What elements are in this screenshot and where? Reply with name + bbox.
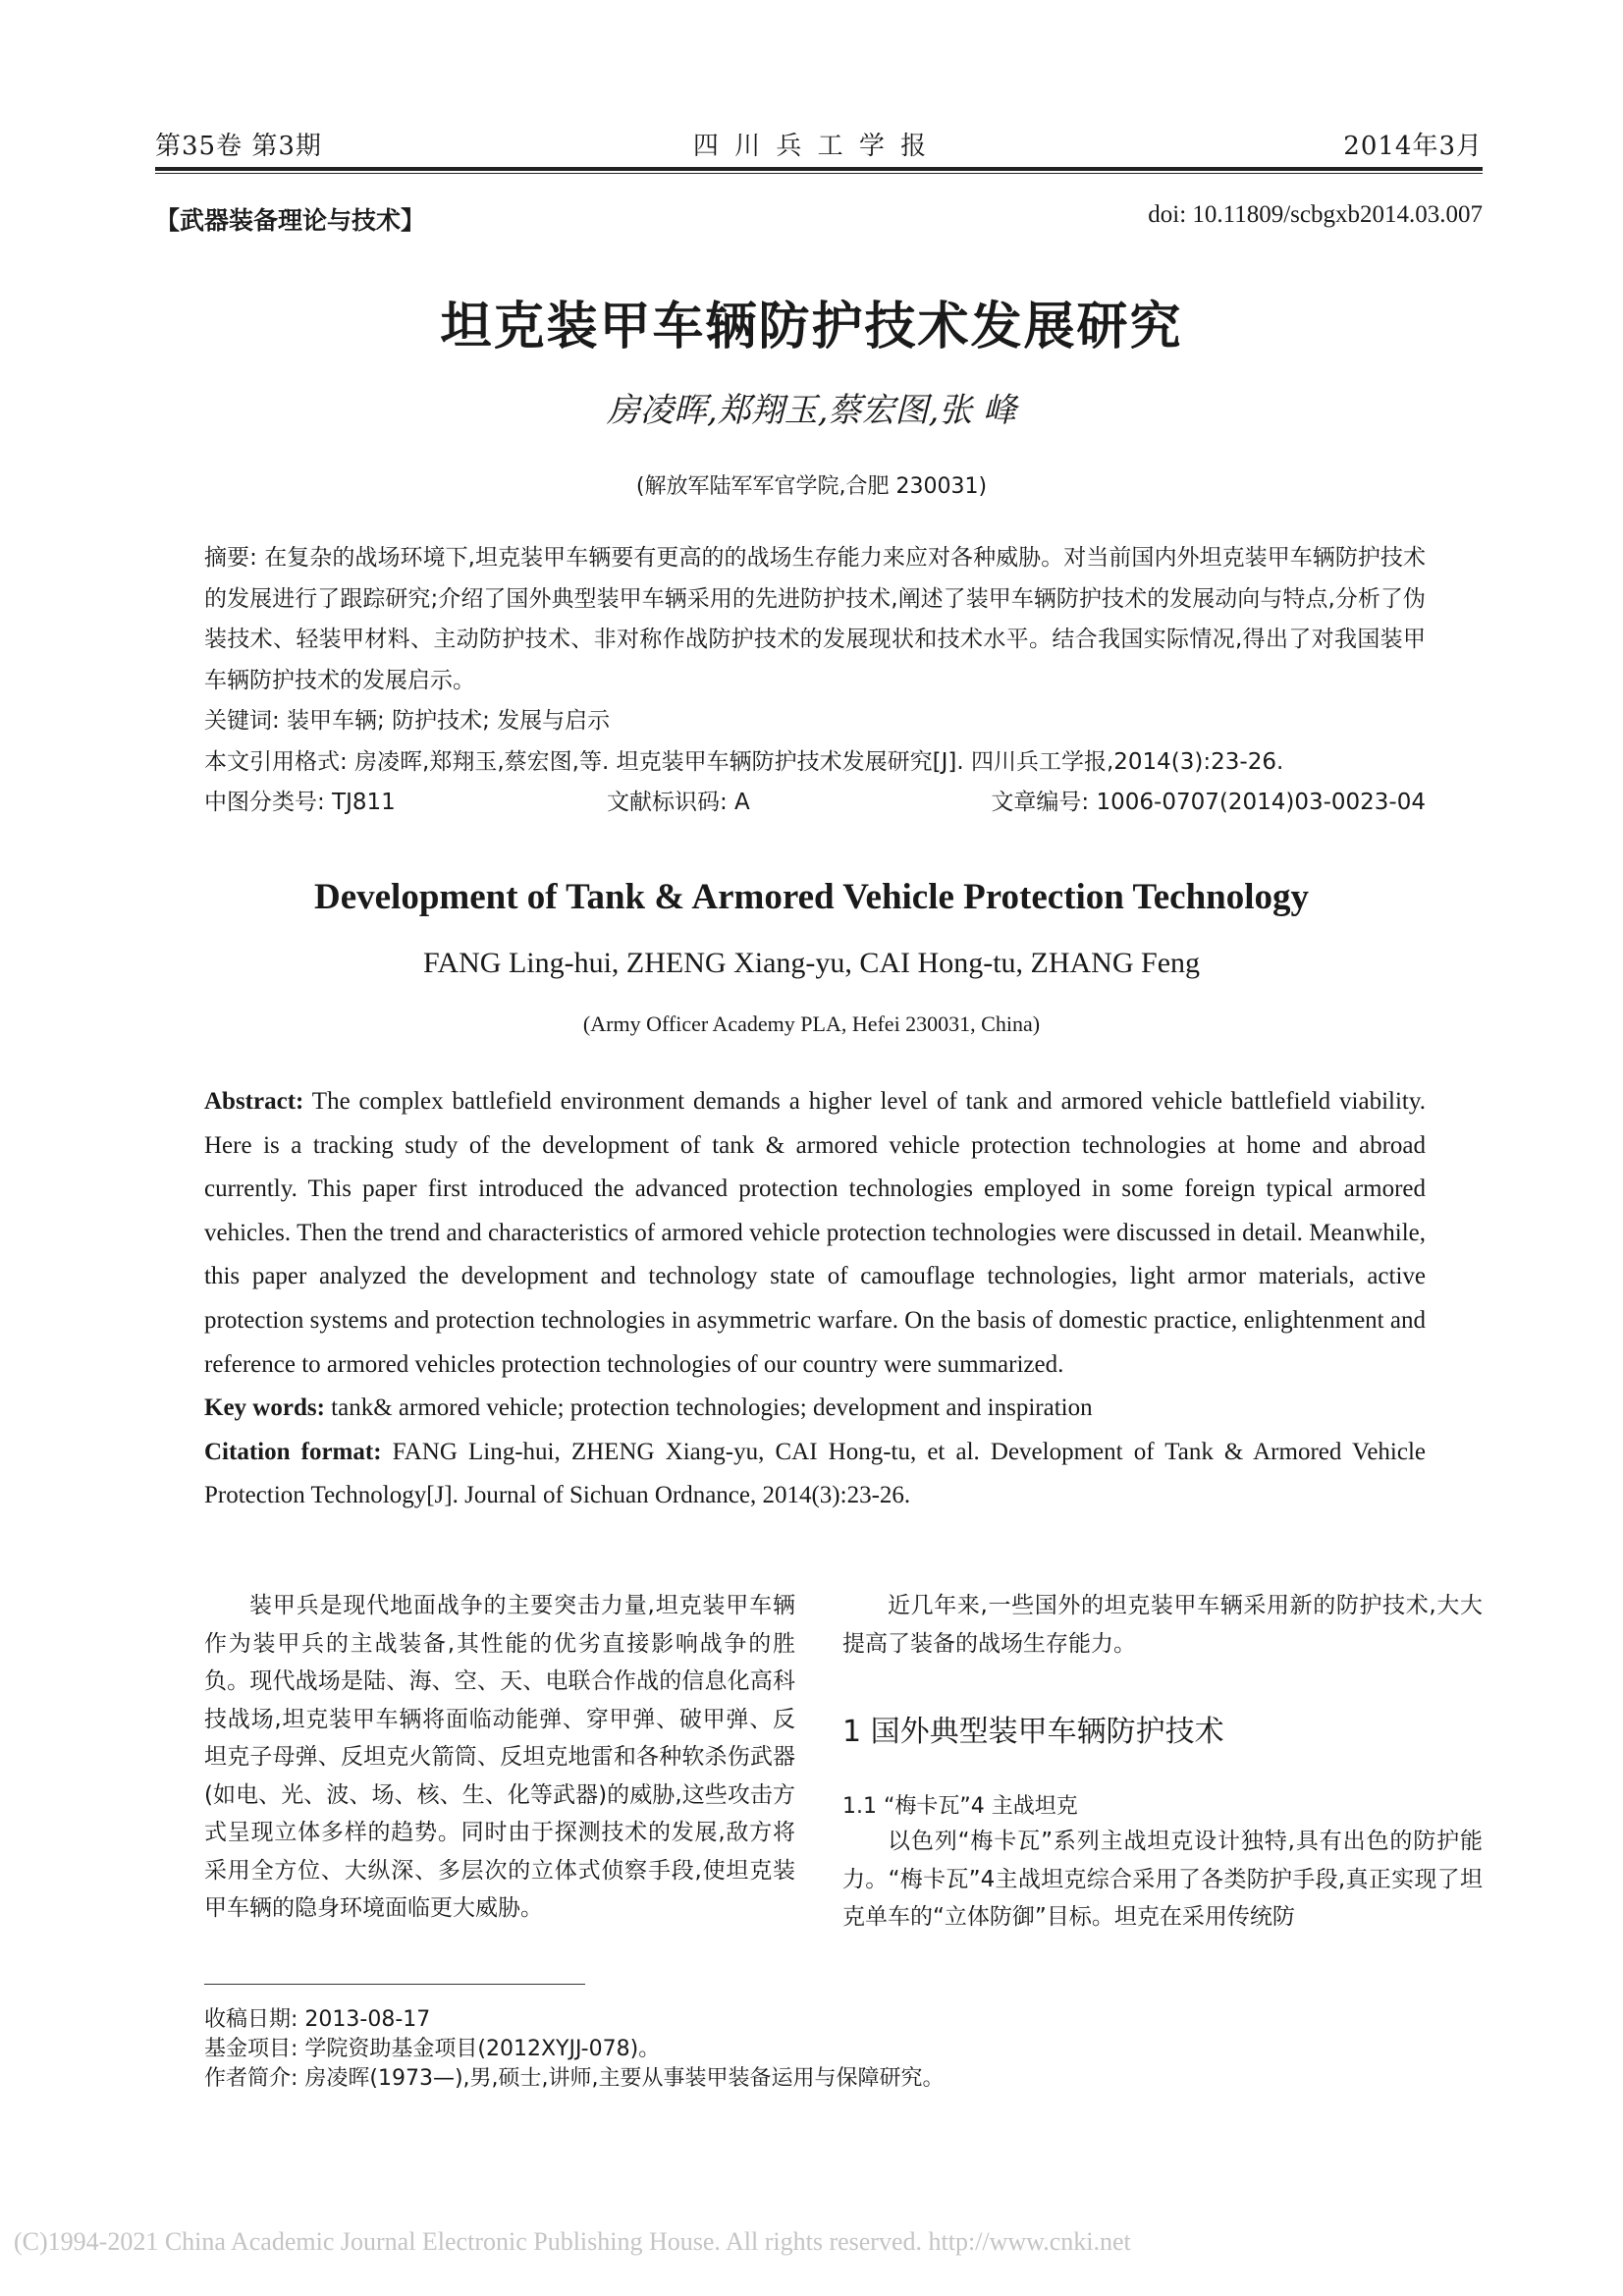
citation-cn: 本文引用格式: 房凌晖,郑翔玉,蔡宏图,等. 坦克装甲车辆防护技术发展研究[J]. 四川兵工学报,2014(3):23-26. — [204, 748, 1284, 775]
abstract-cn: 摘要: 在复杂的战场环境下,坦克装甲车辆要有更高的的战场生存能力来应对各种威胁。对当前国内外坦克装甲车辆防护技术的发展进行了跟踪研究;介绍了国外典型装甲车辆采用的先进防护技术,阐述了装甲车辆防护技术的发展动向与特点,分析了伪装技术、轻装甲材料、主动防护技术、非对称作战防护技术的发展现状和技术水平。结合我国实际情况,得出了对我国装甲车辆防护技术的发展启示。 — [204, 545, 1426, 693]
authors-en: FANG Ling-hui, ZHENG Xiang-yu, CAI Hong-tu, ZHANG Feng — [422, 947, 1201, 979]
footnote-author-bio: 作者简介: 房凌晖(1973—),男,硕士,讲师,主要从事装甲装备运用与保障研究。 — [204, 2066, 945, 2091]
classification-row — [204, 783, 1426, 824]
affiliation-en: (Army Officer Academy PLA, Hefei 230031, China) — [582, 1011, 1041, 1036]
footnote-rule — [204, 1984, 585, 1985]
header-journal-name: 四 川 兵 工 学 报 — [692, 132, 931, 161]
abstract-en-text: The complex battlefield environment demands a higher level of tank and armored vehicle battlefield viability. Here is a tracking study of the development of tank & armored vehicle protection technologies at home and abroad currently. This paper first introduced the advanced protection technologies employed in some foreign typical armored vehicles. Then the trend and characteristics of armored vehicle protection technologies were discussed in detail. Meanwhile, this paper analyzed the development and technology state of camouflage technologies, light armor materials, active protection systems and protection technologies in asymmetric warfare. On the basis of domestic practice, enlightenment and reference to armored vehicles protection technologies of our country were summarized. — [204, 1088, 1426, 1378]
citation-en — [204, 1431, 1426, 1518]
body-right-paragraph — [842, 1823, 1483, 1937]
body-right-intro — [842, 1587, 1483, 1663]
keywords-en-text: tank& armored vehicle; protection technologies; development and inspiration — [331, 1394, 1093, 1422]
page-title-en: Development of Tank & Armored Vehicle Protection Technology — [313, 877, 1310, 917]
body-paragraph: 装甲兵是现代地面战争的主要突击力量,坦克装甲车辆作为装甲兵的主战装备,其性能的优劣直接影响战争的胜负。现代战场是陆、海、空、天、电联合作战的信息化高科技战场,坦克装甲车辆将面临动能弹、穿甲弹、破甲弹、反坦克子母弹、反坦克火箭筒、反坦克地雷和各种软杀伤武器(如电、光、波、场、核、生、化等武器)的威胁,这些攻击方式呈现立体多样的趋势。同时由于探测技术的发展,敌方将采用全方位、大纵深、多层次的立体式侦察手段,使坦克装甲车辆的隐身环境面临更大威胁。 — [204, 1593, 795, 1921]
abstract-cn-block — [204, 538, 1426, 824]
abstract-en — [204, 1080, 1426, 1387]
header-rule-thick — [155, 167, 1483, 171]
clc-number: 中图分类号: TJ811 — [204, 790, 396, 815]
abstract-en-block — [204, 1080, 1426, 1518]
body-paragraph: 以色列“梅卡瓦”系列主战坦克设计独特,具有出色的防护能力。“梅卡瓦”4主战坦克综合采用了各类防护手段,真正实现了坦克单车的“立体防御”目标。坦克在采用传统防 — [842, 1829, 1483, 1930]
body-left-column — [204, 1587, 795, 1928]
section-heading-1: 1 国外典型装甲车辆防护技术 — [842, 1715, 1224, 1749]
copyright-watermark: (C)1994-2021 China Academic Journal Electronic Publishing House. All rights reserved. http://www.cnki.net — [14, 2227, 1131, 2256]
page-title-cn: 坦克装甲车辆防护技术发展研究 — [440, 298, 1183, 356]
citation-en-text: FANG Ling-hui, ZHENG Xiang-yu, CAI Hong-tu, et al. Development of Tank & Armored Vehicle Protection Technology[J]. Journal of Sichuan Ordnance, 2014(3):23-26. — [204, 1438, 1427, 1509]
body-paragraph: 近几年来,一些国外的坦克装甲车辆采用新的防护技术,大大提高了装备的战场生存能力。 — [842, 1593, 1483, 1657]
authors-cn: 房凌晖,郑翔玉,蔡宏图,张 峰 — [606, 391, 1017, 430]
affiliation-cn: (解放军陆军军官学院,合肥 230031) — [635, 474, 988, 499]
keywords-en — [204, 1387, 1426, 1431]
keywords-cn: 关键词: 装甲车辆; 防护技术; 发展与启示 — [204, 708, 611, 734]
article-id: 文章编号: 1006-0707(2014)03-0023-04 — [991, 790, 1426, 815]
footnote-fund: 基金项目: 学院资助基金项目(2012XYJJ-078)。 — [204, 2037, 661, 2061]
column-label: 【武器装备理论与技术】 — [155, 206, 426, 235]
doi: doi: 10.11809/scbgxb2014.03.007 — [1148, 201, 1483, 228]
section-heading-1-1: 1.1 “梅卡瓦”4 主战坦克 — [842, 1794, 1078, 1819]
citation-en-label: Citation format: — [204, 1438, 382, 1465]
document-code: 文献标识码: A — [607, 790, 750, 815]
keywords-en-label: Key words: — [204, 1394, 325, 1422]
header-date: 2014年3月 — [1343, 132, 1483, 161]
footnote-received: 收稿日期: 2013-08-17 — [204, 2007, 431, 2032]
header-rule-thin — [155, 173, 1483, 174]
header-volume-issue: 第35卷 第3期 — [155, 132, 322, 161]
abstract-en-label: Abstract: — [204, 1088, 304, 1115]
